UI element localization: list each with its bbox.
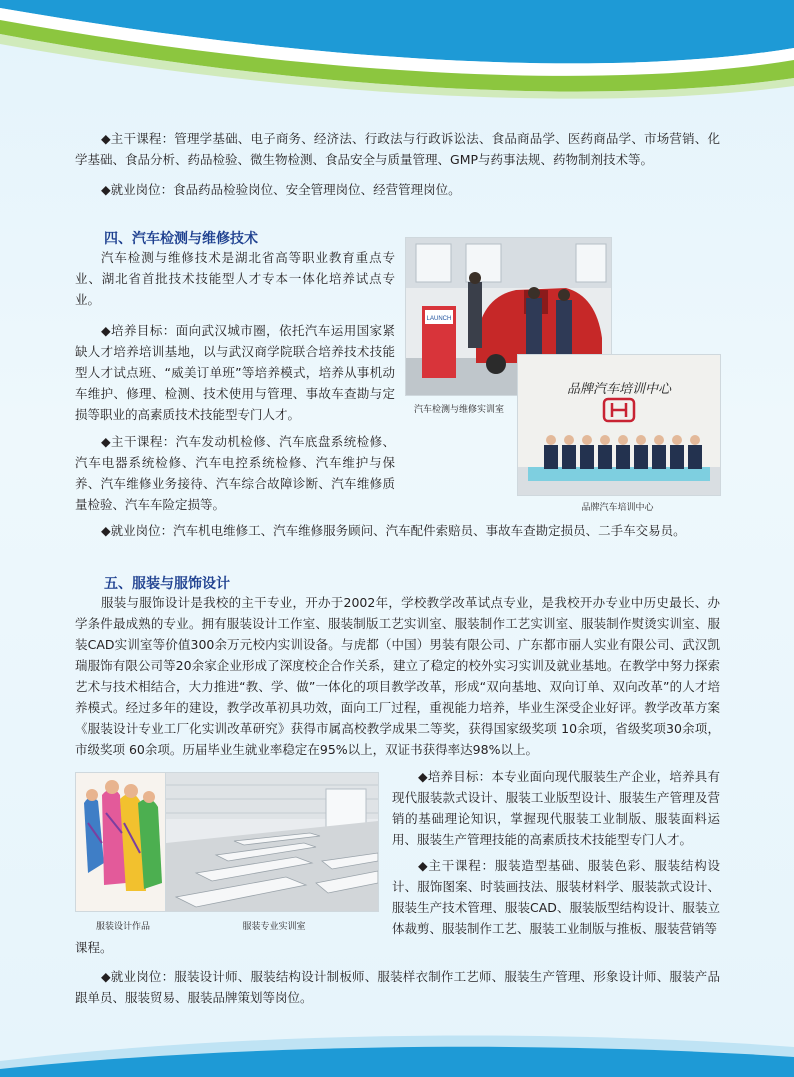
section5-courses: ◆主干课程：服装造型基础、服装色彩、服装结构设计、服饰图案、时装画技法、服装材料学、服装款式设计、服装生产技术管理、服装CAD、服装版型结构设计、服装立体裁剪、服装制作工艺、服装工业制版与推板、服装营销等 xyxy=(392,858,720,936)
section5-intro: 服装与服饰设计是我校的主干专业，开办于2002年，学校教学改革试点专业，是我校开办专业中历史最长、办学条件最成熟的专业。拥有服装设计工作室、服装制版工艺实训室、服装制作工艺实训室、服装制作熨烫实训室、服装CAD实训室等价值300余万元校内实训设备。与虎都（中国）男装有限公司、广东都市丽人实业有限公司、武汉凯瑞服饰有限公司等20余家企业形成了深度校企合作关系，建立了稳定的校外实习实训及就业基地。在教学中努力探索艺术与技术相结合，大力推进“教、学、做”一体化的项目教学改革，形成“双向基地、双向订单、双向改革”的人才培养模式。经过多年的建设，教学改革初具功效，面向工厂过程，重视能力培养，毕业生深受企业好评。教学改革方案《服装设计专业工厂化实训改革研究》获得市属高校教学成果二等奖，获得国家级奖项 10余项，省级奖项30余项，市级奖项 60余项。历届毕业生就业率稳定在95%以上，双证书获得率达98%以上。 xyxy=(75,595,720,757)
auto-workshop-caption: 汽车检测与维修实训室 xyxy=(413,405,504,415)
fashion-design-photo xyxy=(75,772,169,912)
fashion-training-room-photo xyxy=(165,772,379,912)
section5-title: 五、服装与服饰设计 xyxy=(104,576,230,592)
section3-courses: ◆主干课程：管理学基础、电子商务、经济法、行政法与行政诉讼法、食品商品学、医药商品学、市场营销、化学基础、食品分析、药品检验、微生物检测、食品安全与质量管理、GMP与药事法规、药物制剂技术等。 xyxy=(75,131,720,167)
section4-title: 四、汽车检测与维修技术 xyxy=(104,231,258,247)
training-center-photo xyxy=(517,354,721,496)
training-center-wall-text: 品牌汽车培训中心 xyxy=(566,382,672,397)
section4-goal: ◆培养目标：面向武汉城市圈，依托汽车运用国家紧缺人才培养培训基地，以与武汉商学院联合培养技术技能型人才试点班、“威美订单班”等培养模式，培养从事机动车维护、修理、检测、技术使用与管理、事故车查勘与定损等职业的高素质技术技能型专门人才。 xyxy=(75,323,395,422)
section3-jobs: ◆就业岗位：食品药品检验岗位、安全管理岗位、经营管理岗位。 xyxy=(101,182,461,197)
section5-courses-tail: 课程。 xyxy=(75,940,113,955)
launch-sign: LAUNCH xyxy=(426,316,452,322)
top-wave-decoration xyxy=(0,0,794,110)
section4-intro: 汽车检测与维修技术是湖北省高等职业教育重点专业、湖北省首批技术技能型人才专本一体化培养试点专业。 xyxy=(75,250,395,307)
bottom-wave-decoration xyxy=(0,1017,794,1077)
fashion-training-room-caption: 服装专业实训室 xyxy=(242,922,306,932)
section4-jobs: ◆就业岗位：汽车机电维修工、汽车维修服务顾问、汽车配件索赔员、事故车查勘定损员、二手车交易员。 xyxy=(101,523,686,538)
section5-goal: ◆培养目标：本专业面向现代服装生产企业，培养具有现代服装款式设计、服装工业版型设计、服装生产管理及营销的基础理论知识，掌握现代服装工业制版、服装面料运用、服装生产管理技能的高素质技术技能型专门人才。 xyxy=(392,769,720,847)
fashion-design-caption: 服装设计作品 xyxy=(95,922,150,932)
section4-courses: ◆主干课程：汽车发动机检修、汽车底盘系统检修、汽车电器系统检修、汽车电控系统检修、汽车维护与保养、汽车维修业务接待、汽车综合故障诊断、汽车维修质量检验、汽车车险定损等。 xyxy=(75,434,395,512)
section5-jobs: ◆就业岗位：服装设计师、服装结构设计制板师、服装样衣制作工艺师、服装生产管理、形象设计师、服装产品跟单员、服装贸易、服装品牌策划等岗位。 xyxy=(75,969,720,1005)
training-center-caption: 品牌汽车培训中心 xyxy=(581,503,654,513)
